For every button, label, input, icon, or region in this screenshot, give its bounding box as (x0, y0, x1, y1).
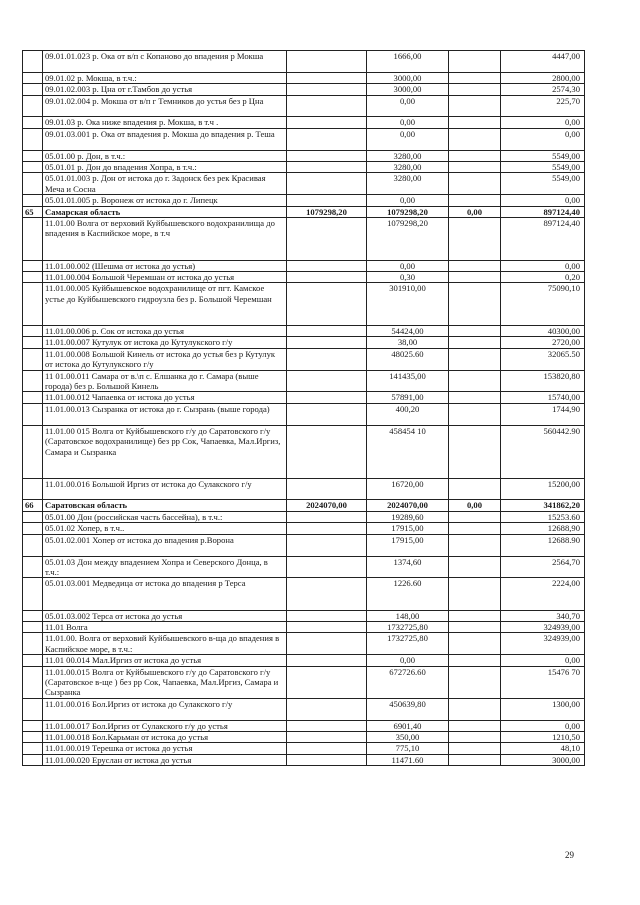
row-name-cell: 09.01.02 р. Мокша, в т.ч.: (43, 72, 287, 83)
row-value-1-cell: 1226.60 (367, 578, 449, 610)
row-value-1-cell: 17915,00 (367, 534, 449, 556)
row-name-cell: 05.01.02 Хопер, в т.ч.. (43, 523, 287, 534)
row-value-1-cell: 1732725,80 (367, 633, 449, 655)
row-number-cell (23, 621, 43, 632)
row-value-3-cell: 340,70 (501, 610, 585, 621)
row-number-cell (23, 698, 43, 720)
row-value-3-cell: 4447,00 (501, 51, 585, 73)
row-value-3-cell: 1300,00 (501, 698, 585, 720)
row-name-cell: 09.01.01.023 р. Ока от в/п с Копаново до впадения р Мокша (43, 51, 287, 73)
row-value-3-cell: 2800,00 (501, 72, 585, 83)
row-number-cell (23, 754, 43, 765)
row-value-3-cell: 0,00 (501, 720, 585, 731)
row-value-1-cell: 1732725,80 (367, 621, 449, 632)
row-total-cell (287, 370, 367, 392)
row-value-3-cell: 15253.60 (501, 511, 585, 522)
row-value-1-cell: 38,00 (367, 337, 449, 348)
row-value-2-cell (449, 698, 501, 720)
row-value-1-cell: 19289,60 (367, 511, 449, 522)
row-name-cell: 11.01.00.013 Сызранка от истока до г. Сызрань (выше города) (43, 403, 287, 425)
row-value-2-cell (449, 655, 501, 666)
row-number-cell (23, 195, 43, 206)
row-value-1-cell: 3000,00 (367, 84, 449, 95)
row-value-3-cell: 0,00 (501, 260, 585, 271)
row-total-cell (287, 272, 367, 283)
row-total-cell (287, 392, 367, 403)
row-value-3-cell: 324939,00 (501, 633, 585, 655)
row-value-2-cell (449, 128, 501, 150)
row-value-3-cell: 2720,00 (501, 337, 585, 348)
row-name-cell: 05.01.01.003 р. Дон от истока до г. Задонск без рек Красивая Меча и Сосна (43, 173, 287, 195)
row-name-cell: 09.01.03 р. Ока ниже впадения р. Мокша, в т.ч . (43, 117, 287, 128)
table-row (23, 610, 585, 621)
row-value-2-cell (449, 337, 501, 348)
row-name-cell: 11.01.00.012 Чапаевка от истока до устья (43, 392, 287, 403)
table-row (23, 698, 585, 720)
row-number-cell (23, 128, 43, 150)
row-value-3-cell: 3000,00 (501, 754, 585, 765)
row-value-2-cell (449, 425, 501, 478)
row-number-cell (23, 72, 43, 83)
row-number-cell: 65 (23, 206, 43, 217)
row-value-3-cell: 2574,30 (501, 84, 585, 95)
table-row (23, 392, 585, 403)
table-row (23, 633, 585, 655)
row-value-2-cell (449, 743, 501, 754)
row-name-cell: 11.01.00.008 Большой Кинель от истока до устья без р Кутулук от истока до Кутулукского г/у (43, 348, 287, 370)
row-number-cell (23, 348, 43, 370)
row-value-2-cell (449, 731, 501, 742)
row-number-cell (23, 260, 43, 271)
row-value-3-cell: 75090,10 (501, 283, 585, 326)
row-name-cell: 05.01.00 Дон (российская часть бассейна), в т.ч.: (43, 511, 287, 522)
region-row (23, 500, 585, 511)
row-value-2-cell (449, 370, 501, 392)
table-row (23, 95, 585, 117)
row-number-cell (23, 403, 43, 425)
row-name-cell: 11.01.00.020 Еруслан от истока до устья (43, 754, 287, 765)
row-name-cell: 11.01.00.016 Бол.Иргиз от истока до Сулакского г/у (43, 698, 287, 720)
row-name-cell: 11.01 Волга (43, 621, 287, 632)
row-number-cell (23, 610, 43, 621)
row-name-cell: Саратовская область (43, 500, 287, 511)
row-value-3-cell: 15200,00 (501, 478, 585, 500)
row-value-3-cell: 225,70 (501, 95, 585, 117)
row-name-cell: 09.01.03.001 р. Ока от впадения р. Мокша до впадения р. Теша (43, 128, 287, 150)
table-row (23, 173, 585, 195)
row-number-cell (23, 720, 43, 731)
row-value-3-cell: 560442.90 (501, 425, 585, 478)
row-value-2-cell (449, 272, 501, 283)
row-name-cell: 11.01.00 Волга от верховий Куйбышевского водохранилища до впадения в Каспийское море, в т.ч (43, 218, 287, 261)
table-row (23, 720, 585, 731)
row-value-2-cell (449, 621, 501, 632)
row-value-3-cell: 12688.90 (501, 534, 585, 556)
row-number-cell (23, 666, 43, 698)
row-number-cell (23, 478, 43, 500)
row-value-1-cell: 0,00 (367, 195, 449, 206)
row-value-2-cell (449, 610, 501, 621)
row-number-cell (23, 162, 43, 173)
row-value-2-cell (449, 173, 501, 195)
row-name-cell: 11.01.00 015 Волга от Куйбышевского г/у до Саратовского г/у (Саратовское водохранилище) без рр Сок, Чапаевка, Мал.Иргиз, Самара и Сызранка (43, 425, 287, 478)
row-value-3-cell: 1210,50 (501, 731, 585, 742)
row-name-cell: 11.01.00.006 р. Сок от истока до устья (43, 326, 287, 337)
row-total-cell (287, 556, 367, 578)
row-number-cell (23, 337, 43, 348)
row-number-cell: 66 (23, 500, 43, 511)
row-number-cell (23, 655, 43, 666)
row-value-2-cell (449, 511, 501, 522)
row-value-2-cell (449, 478, 501, 500)
row-value-1-cell: 57891,00 (367, 392, 449, 403)
row-value-1-cell: 458454 10 (367, 425, 449, 478)
row-value-2-cell (449, 326, 501, 337)
row-total-cell (287, 95, 367, 117)
row-value-3-cell: 15476 70 (501, 666, 585, 698)
table-row (23, 534, 585, 556)
row-name-cell: 05.01.01.005 р. Воронеж от истока до г. Липецк (43, 195, 287, 206)
row-value-1-cell: 775,10 (367, 743, 449, 754)
row-value-2-cell (449, 578, 501, 610)
row-value-1-cell: 350,00 (367, 731, 449, 742)
row-value-1-cell: 0,00 (367, 128, 449, 150)
row-value-2-cell (449, 556, 501, 578)
row-name-cell: 11.01.00.002 (Шешма от истока до устья) (43, 260, 287, 271)
row-number-cell (23, 425, 43, 478)
table-row (23, 754, 585, 765)
row-name-cell: Самарская область (43, 206, 287, 217)
row-value-1-cell: 3000,00 (367, 72, 449, 83)
row-total-cell (287, 117, 367, 128)
row-number-cell (23, 272, 43, 283)
row-number-cell (23, 117, 43, 128)
table-row (23, 425, 585, 478)
row-value-1-cell: 141435,00 (367, 370, 449, 392)
row-total-cell (287, 162, 367, 173)
row-value-3-cell: 12688,90 (501, 523, 585, 534)
row-value-3-cell: 0,20 (501, 272, 585, 283)
row-value-2-cell (449, 720, 501, 731)
table-row (23, 348, 585, 370)
row-name-cell: 11.01.00.019 Терешка от истока до устья (43, 743, 287, 754)
row-total-cell (287, 128, 367, 150)
row-value-3-cell: 40300,00 (501, 326, 585, 337)
row-value-2-cell (449, 392, 501, 403)
row-value-3-cell: 0,00 (501, 117, 585, 128)
table-row (23, 666, 585, 698)
row-value-1-cell: 0,00 (367, 260, 449, 271)
table-row (23, 150, 585, 161)
row-total-cell (287, 218, 367, 261)
row-total-cell (287, 51, 367, 73)
row-value-1-cell: 1079298,20 (367, 218, 449, 261)
row-value-2-cell (449, 403, 501, 425)
row-number-cell (23, 218, 43, 261)
row-value-1-cell: 48025.60 (367, 348, 449, 370)
row-value-2-cell (449, 150, 501, 161)
table-row (23, 556, 585, 578)
row-name-cell: 11.01.00.015 Волга от Куйбышевского г/у до Саратовского г/у (Саратовское в-ще ) без рр Сок, Чапаевка, Мал.Иргиз, Самара и Сызранка (43, 666, 287, 698)
table-row (23, 51, 585, 73)
row-total-cell (287, 173, 367, 195)
row-name-cell: 11 01.00.011 Самара от в.\п с. Елшанка до г. Самара (выше города) без р. Большой Кинель (43, 370, 287, 392)
row-name-cell: 09.01.02.003 р. Цна от г.Тамбов до устья (43, 84, 287, 95)
row-value-1-cell: 0,30 (367, 272, 449, 283)
row-value-1-cell: 3280,00 (367, 150, 449, 161)
row-value-1-cell: 450639,80 (367, 698, 449, 720)
table-row (23, 283, 585, 326)
row-number-cell (23, 743, 43, 754)
region-row (23, 206, 585, 217)
row-value-2-cell (449, 666, 501, 698)
row-number-cell (23, 95, 43, 117)
row-value-2-cell (449, 72, 501, 83)
row-number-cell (23, 173, 43, 195)
row-value-3-cell: 5549,00 (501, 162, 585, 173)
row-number-cell (23, 283, 43, 326)
row-total-cell (287, 84, 367, 95)
table-row (23, 655, 585, 666)
row-value-1-cell: 301910,00 (367, 283, 449, 326)
row-value-3-cell: 5549,00 (501, 150, 585, 161)
row-total-cell (287, 478, 367, 500)
row-name-cell: 05.01.03.002 Терса от истока до устья (43, 610, 287, 621)
table-row (23, 272, 585, 283)
row-value-1-cell: 1374,60 (367, 556, 449, 578)
row-name-cell: 11.01 00.014 Мал.Иргиз от истока до устья (43, 655, 287, 666)
table-row (23, 743, 585, 754)
row-number-cell (23, 633, 43, 655)
row-total-cell (287, 666, 367, 698)
row-value-2-cell (449, 283, 501, 326)
row-number-cell (23, 84, 43, 95)
row-value-2-cell (449, 117, 501, 128)
row-value-3-cell: 2224,00 (501, 578, 585, 610)
table-row (23, 523, 585, 534)
table-row (23, 195, 585, 206)
row-number-cell (23, 326, 43, 337)
row-value-1-cell: 2024070,00 (367, 500, 449, 511)
row-name-cell: 09.01.02.004 р. Мокша от в/п г Темников до устья без р Цна (43, 95, 287, 117)
row-value-3-cell: 5549,00 (501, 173, 585, 195)
row-value-1-cell: 672726.60 (367, 666, 449, 698)
row-name-cell: 05.01.03 Дон между впадением Хопра и Северского Донца, в т.ч.: (43, 556, 287, 578)
water-use-table (22, 50, 585, 766)
row-value-1-cell: 148,00 (367, 610, 449, 621)
row-total-cell (287, 511, 367, 522)
row-value-1-cell: 17915,00 (367, 523, 449, 534)
row-value-2-cell (449, 51, 501, 73)
table-row (23, 370, 585, 392)
row-value-3-cell: 897124,40 (501, 218, 585, 261)
row-number-cell (23, 51, 43, 73)
row-value-1-cell: 6901,40 (367, 720, 449, 731)
row-name-cell: 05.01.03.001 Медведица от истока до впадения р Терса (43, 578, 287, 610)
row-total-cell (287, 72, 367, 83)
row-total-cell (287, 578, 367, 610)
row-number-cell (23, 578, 43, 610)
row-value-2-cell (449, 195, 501, 206)
table-row (23, 337, 585, 348)
row-total-cell (287, 195, 367, 206)
row-total-cell (287, 150, 367, 161)
row-value-2-cell: 0,00 (449, 500, 501, 511)
row-total-cell (287, 743, 367, 754)
row-value-1-cell: 0,00 (367, 95, 449, 117)
row-number-cell (23, 523, 43, 534)
row-value-2-cell (449, 348, 501, 370)
row-value-2-cell (449, 633, 501, 655)
row-name-cell: 11.01.00.017 Бол.Иргиз от Сулакского г/у до устья (43, 720, 287, 731)
row-value-2-cell (449, 95, 501, 117)
document-sheet (22, 50, 584, 766)
page-number: 29 (565, 850, 574, 860)
table-row (23, 162, 585, 173)
row-value-1-cell: 3280,00 (367, 162, 449, 173)
row-total-cell (287, 720, 367, 731)
row-total-cell (287, 425, 367, 478)
row-value-3-cell: 1744,90 (501, 403, 585, 425)
table-row (23, 326, 585, 337)
row-total-cell (287, 337, 367, 348)
row-value-2-cell (449, 218, 501, 261)
row-name-cell: 05.01.01 р. Дон до впадения Хопра, в т.ч.: (43, 162, 287, 173)
table-row (23, 731, 585, 742)
row-name-cell: 11.01.00.004 Большой Черемшан от истока до устья (43, 272, 287, 283)
row-value-3-cell: 341862,20 (501, 500, 585, 511)
row-value-1-cell: 54424,00 (367, 326, 449, 337)
row-value-3-cell: 2564,70 (501, 556, 585, 578)
row-value-1-cell: 11471.60 (367, 754, 449, 765)
row-total-cell (287, 523, 367, 534)
row-value-2-cell (449, 162, 501, 173)
table-row (23, 578, 585, 610)
row-value-3-cell: 48,10 (501, 743, 585, 754)
row-total-cell (287, 348, 367, 370)
row-total-cell: 1079298,20 (287, 206, 367, 217)
row-total-cell (287, 326, 367, 337)
row-number-cell (23, 392, 43, 403)
row-number-cell (23, 731, 43, 742)
row-value-1-cell: 3280,00 (367, 173, 449, 195)
row-total-cell (287, 633, 367, 655)
row-value-1-cell: 0,00 (367, 117, 449, 128)
row-value-2-cell (449, 523, 501, 534)
row-name-cell: 11.01.00. Волга от верховий Куйбышевского в-ща до впадения в Каспийское море, в т.ч.: (43, 633, 287, 655)
row-name-cell: 05.01.02.001 Хопер от истока до впадения р.Ворона (43, 534, 287, 556)
row-number-cell (23, 370, 43, 392)
table-row (23, 84, 585, 95)
row-total-cell (287, 655, 367, 666)
row-number-cell (23, 150, 43, 161)
row-total-cell: 2024070,00 (287, 500, 367, 511)
table-row (23, 478, 585, 500)
row-total-cell (287, 698, 367, 720)
table-row (23, 511, 585, 522)
row-total-cell (287, 260, 367, 271)
row-total-cell (287, 754, 367, 765)
row-total-cell (287, 534, 367, 556)
row-value-2-cell (449, 260, 501, 271)
row-value-3-cell: 897124,40 (501, 206, 585, 217)
row-number-cell (23, 556, 43, 578)
table-row (23, 621, 585, 632)
row-value-3-cell: 0,00 (501, 195, 585, 206)
row-value-2-cell: 0,00 (449, 206, 501, 217)
row-name-cell: 11.01.00.007 Кутулук от истока до Кутулукского г/у (43, 337, 287, 348)
row-number-cell (23, 511, 43, 522)
table-row (23, 128, 585, 150)
row-name-cell: 11.01.00.018 Бол.Карьман от истока до устья (43, 731, 287, 742)
row-total-cell (287, 403, 367, 425)
row-value-3-cell: 0,00 (501, 655, 585, 666)
row-value-1-cell: 1666,00 (367, 51, 449, 73)
table-row (23, 260, 585, 271)
row-name-cell: 11.01.00.005 Куйбышевское водохранилище от пгт. Камское устье до Куйбышевского гидроузла без р. Большой Черемшан (43, 283, 287, 326)
row-value-1-cell: 1079298,20 (367, 206, 449, 217)
row-value-2-cell (449, 534, 501, 556)
row-value-3-cell: 0,00 (501, 128, 585, 150)
row-value-1-cell: 0,00 (367, 655, 449, 666)
row-value-3-cell: 153820,80 (501, 370, 585, 392)
row-value-1-cell: 16720,00 (367, 478, 449, 500)
row-value-1-cell: 400,20 (367, 403, 449, 425)
row-total-cell (287, 610, 367, 621)
row-value-3-cell: 32065.50 (501, 348, 585, 370)
row-name-cell: 11.01.00.016 Большой Иргиз от истока до Сулакского г/у (43, 478, 287, 500)
table-row (23, 403, 585, 425)
table-row (23, 117, 585, 128)
row-total-cell (287, 283, 367, 326)
row-value-3-cell: 15740,00 (501, 392, 585, 403)
row-value-2-cell (449, 754, 501, 765)
table-row (23, 72, 585, 83)
row-name-cell: 05.01.00 р. Дон, в т.ч.: (43, 150, 287, 161)
row-total-cell (287, 731, 367, 742)
table-row (23, 218, 585, 261)
row-total-cell (287, 621, 367, 632)
row-value-2-cell (449, 84, 501, 95)
row-number-cell (23, 534, 43, 556)
row-value-3-cell: 324939,00 (501, 621, 585, 632)
